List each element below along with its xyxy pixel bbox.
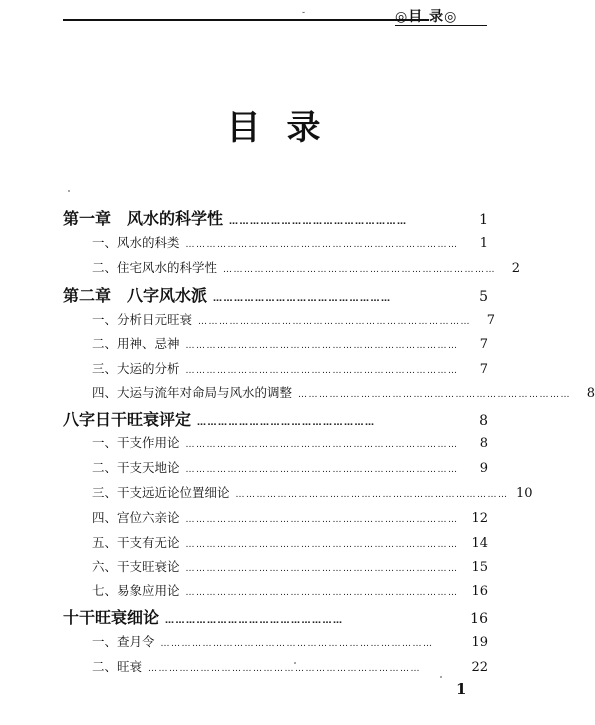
toc-entry-title: 二、住宅风水的科学性 — [92, 260, 218, 275]
toc-entry-title: 六、干支旺衰论 — [92, 559, 180, 574]
toc-entry[interactable] — [92, 233, 488, 251]
toc-entry[interactable] — [92, 310, 496, 328]
page-title: 目录 — [226, 108, 347, 148]
toc-entry-title: 一、分析日元旺衰 — [92, 312, 193, 327]
toc-entry-page: 19 — [471, 635, 488, 650]
toc-entry-title: 三、大运的分析 — [92, 361, 180, 376]
toc-entry-page: 2 — [511, 261, 521, 276]
toc-leader-dots: …………………………………………………………………… — [185, 341, 459, 351]
toc-entry-page: 14 — [471, 536, 488, 551]
toc-leader-dots: …………………………………………………………………… — [185, 465, 459, 475]
toc-entry-page: 10 — [515, 486, 533, 501]
toc-entry-page: 15 — [471, 560, 488, 575]
toc-entry[interactable] — [63, 407, 488, 430]
toc-entry[interactable] — [92, 359, 488, 377]
toc-leader-dots: …………………………………………………………………… — [160, 639, 434, 649]
toc-entry[interactable] — [92, 557, 488, 575]
toc-leader-dots: …………………………………………… — [197, 418, 376, 428]
toc-leader-dots: …………………………………………… — [229, 217, 408, 227]
toc-entry-title: 十干旺衰细论 — [63, 608, 160, 627]
toc-entry[interactable] — [92, 632, 488, 650]
toc-entry-title: 二、干支天地论 — [92, 460, 180, 475]
toc-entry-title: 第二章 八字风水派 — [63, 286, 208, 305]
toc-entry[interactable] — [92, 334, 488, 352]
page-number: 1 — [456, 680, 467, 698]
toc-entry[interactable] — [92, 483, 533, 501]
toc-entry-title: 七、易象应用论 — [92, 583, 180, 598]
scan-speck — [68, 190, 70, 192]
toc-entry-page: 8 — [479, 436, 488, 451]
toc-entry-title: 一、风水的科类 — [92, 235, 180, 250]
toc-entry-page: 5 — [479, 289, 488, 305]
toc-entry[interactable] — [92, 581, 488, 599]
toc-entry-title: 二、旺衰 — [92, 659, 143, 674]
toc-entry-page: 16 — [470, 611, 488, 627]
toc-entry-title: 三、干支远近论位置细论 — [92, 485, 230, 500]
toc-leader-dots: …………………………………………………………………… — [185, 588, 459, 598]
scan-speck — [294, 662, 296, 664]
toc-entry-title: 八字日干旺衰评定 — [63, 410, 192, 429]
toc-entry[interactable] — [92, 433, 488, 451]
toc-entry-page: 16 — [471, 584, 488, 599]
scan-speck — [440, 676, 442, 678]
toc-leader-dots: …………………………………………………………………… — [185, 515, 459, 525]
toc-entry-title: 四、大运与流年对命局与风水的调整 — [92, 385, 293, 400]
toc-leader-dots: …………………………………………… — [213, 294, 392, 304]
toc-entry[interactable] — [63, 206, 488, 229]
toc-leader-dots: …………………………………………………………………… — [185, 240, 459, 250]
toc-entry[interactable] — [92, 533, 488, 551]
toc-leader-dots: …………………………………………………………………… — [298, 390, 572, 400]
toc-leader-dots: …………………………………………………………………… — [185, 366, 459, 376]
toc-entry-title: 二、用神、忌神 — [92, 336, 180, 351]
toc-leader-dots: …………………………………………… — [165, 616, 344, 626]
toc-entry-page: 7 — [479, 337, 488, 352]
toc-entry-page: 1 — [479, 212, 488, 228]
toc-leader-dots: …………………………………………………………………… — [223, 265, 497, 275]
toc-entry-title: 第一章 风水的科学性 — [63, 209, 224, 228]
toc-entry-title: 一、查月令 — [92, 634, 155, 649]
toc-entry-title: 五、干支有无论 — [92, 535, 180, 550]
toc-leader-dots: …………………………………………………………………… — [198, 317, 472, 327]
toc-leader-dots: …………………………………………………………………… — [148, 664, 422, 674]
toc-entry[interactable] — [92, 458, 488, 476]
toc-leader-dots: …………………………………………………………………… — [185, 540, 459, 550]
toc-entry-page: 1 — [479, 236, 488, 251]
toc-entry-page: 12 — [471, 511, 488, 526]
toc-entry-title: 四、宫位六亲论 — [92, 510, 180, 525]
toc-entry[interactable] — [63, 605, 488, 628]
toc-entry-page: 9 — [479, 461, 488, 476]
toc-entry-page: 22 — [471, 660, 488, 675]
toc-entry[interactable] — [92, 657, 488, 675]
toc-leader-dots: …………………………………………………………………… — [185, 564, 459, 574]
toc-entry-page: 7 — [479, 362, 488, 377]
toc-entry-page: 8 — [586, 386, 595, 401]
toc-entry-page: 8 — [479, 413, 488, 429]
toc-entry[interactable] — [92, 383, 595, 401]
toc-leader-dots: …………………………………………………………………… — [235, 490, 509, 500]
toc-entry-page: 7 — [486, 313, 496, 328]
toc-leader-dots: …………………………………………………………………… — [185, 440, 459, 450]
header-mark: - — [302, 8, 306, 18]
toc-entry-title: 一、干支作用论 — [92, 435, 180, 450]
running-header-title: ◎目 录◎ — [395, 9, 458, 25]
toc-entry[interactable] — [63, 283, 488, 306]
toc-entry[interactable] — [92, 258, 521, 276]
toc-entry[interactable] — [92, 508, 488, 526]
